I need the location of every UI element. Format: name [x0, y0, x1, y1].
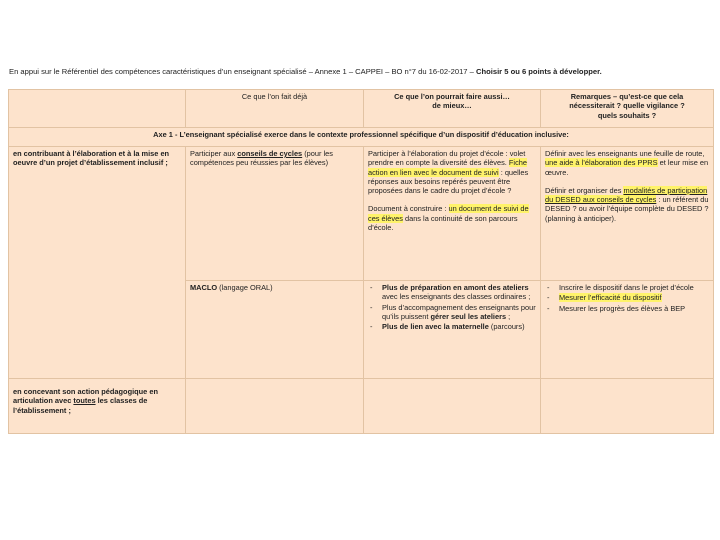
- competence-table: [8, 89, 714, 434]
- empty-cell: [541, 379, 714, 434]
- cell-pourrait-faire: [364, 281, 541, 379]
- empty-cell: [364, 379, 541, 434]
- cell-pourrait-faire: Participer à l’élaboration du projet d’école : volet prendre en compte la diversité des élèves. Fiche action en lien avec le document de suivi : quelles réponses aux besoins repérés peuvent être proposées dans le cadre du projet d’école ? Document à construire : un document de suivi de ces élèves dans la continuité de son parcours d’école.: [364, 147, 541, 281]
- cell-remarques: Définir avec les enseignants une feuille de route, une aide à l’élaboration des PPRS et leur mise en œuvre. Définir et organiser des modalités de participation du DESED aux conseils de cycles : un référent du DESED ? ou avoir l’équipe complète du DESED ? (planning à anticiper).: [541, 147, 714, 281]
- header-ce-que-lon-pourrait: Ce que l’on pourrait faire aussi… de mieux…: [364, 90, 541, 128]
- axe-row: [9, 128, 714, 147]
- list: [368, 283, 536, 331]
- header-remarques: Remarques – qu’est-ce que cela nécessiterait ? quelle vigilance ? quels souhaits ?: [541, 90, 714, 128]
- header-empty-cell: [9, 90, 186, 128]
- list-item: - Plus de lien avec la maternelle (parcours): [382, 322, 536, 331]
- empty-cell: [186, 379, 364, 434]
- cell-fait-deja: Participer aux conseils de cycles (pour les compétences peu réussies par les élèves): [186, 147, 364, 281]
- list-item: - Plus d’accompagnement des enseignants pour qu’ils puissent gérer seul les ateliers ;: [382, 303, 536, 322]
- list: [545, 283, 709, 313]
- title-emphasis: Choisir 5 ou 6 points à développer.: [475, 67, 602, 76]
- list-item: - Plus de préparation en amont des ateliers avec les enseignants des classes ordinaires ;: [382, 283, 536, 302]
- header-ce-que-lon-fait: Ce que l’on fait déjà: [186, 90, 364, 128]
- table-row: [9, 379, 714, 434]
- cell-remarques: [541, 281, 714, 379]
- list-item: - Mesurer les progrès des élèves à BEP: [559, 304, 709, 313]
- page-title: [9, 67, 714, 77]
- row-label: en concevant son action pédagogique en articulation avec toutes les classes de l’établissement ;: [9, 379, 186, 434]
- axe-title: Axe 1 - L’enseignant spécialisé exerce dans le contexte professionnel spécifique d’un dispositif d’éducation inclusive:: [9, 128, 714, 147]
- list-item: - Inscrire le dispositif dans le projet d’école: [559, 283, 709, 292]
- title-text: En appui sur le Référentiel des compétences caractéristiques d’un enseignant spécialisé – Annexe 1 – CAPPEI – BO n°7 du 16-02-2017 –: [9, 67, 476, 76]
- list-item: - Mesurer l’efficacité du dispositif: [559, 293, 709, 302]
- header-row: [9, 90, 714, 128]
- row-label: en contribuant à l’élaboration et à la mise en oeuvre d’un projet d’établissement inclusif ;: [9, 147, 186, 379]
- cell-fait-deja: MACLO (langage ORAL): [186, 281, 364, 379]
- table-row: [9, 147, 714, 281]
